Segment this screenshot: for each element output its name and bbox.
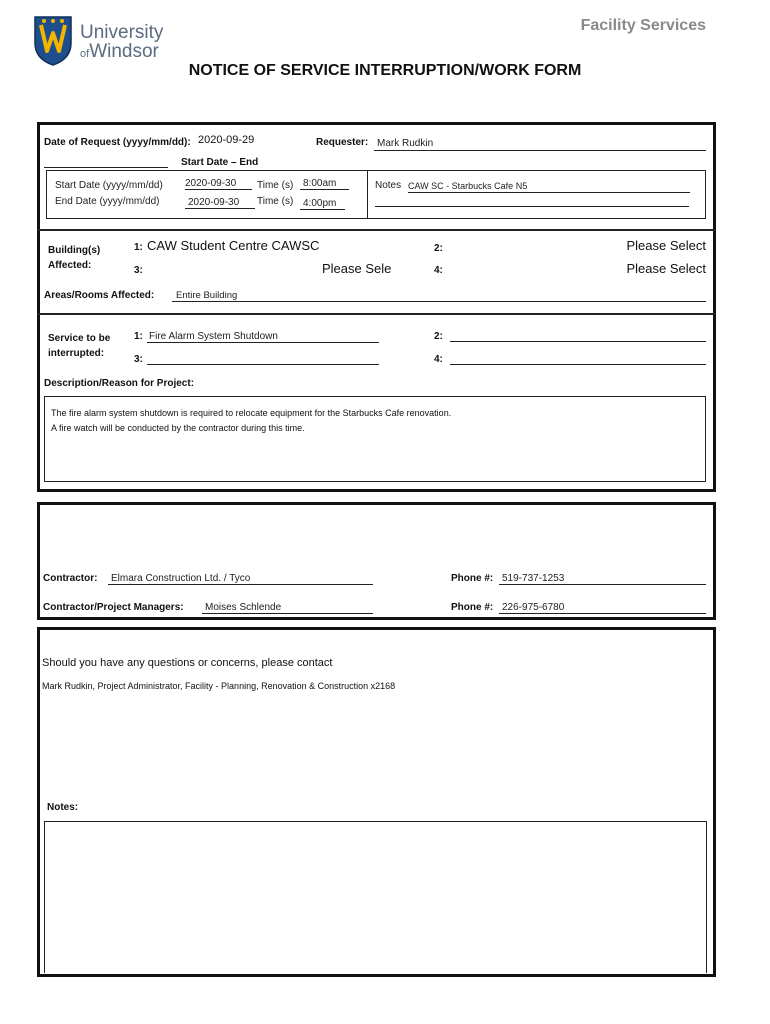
end-date-field[interactable]: 2020-09-30 xyxy=(185,197,255,209)
notes-line xyxy=(375,206,689,207)
service-label-line1: Service to be xyxy=(48,333,111,344)
building-4-number: 4: xyxy=(434,265,443,276)
requester-value: Mark Rudkin xyxy=(377,138,434,149)
contractor-phone-value: 519-737-1253 xyxy=(502,573,565,584)
buildings-label-line1: Building(s) xyxy=(48,245,101,256)
notes-section-label: Notes: xyxy=(47,802,79,813)
pm-phone-value: 226-975-6780 xyxy=(502,602,565,613)
logo-of-text: of xyxy=(80,48,90,60)
building-1-number: 1: xyxy=(134,242,143,253)
service-label-line2: interrupted: xyxy=(48,348,105,359)
notes-field[interactable]: CAW SC - Starbucks Cafe N5 xyxy=(408,181,690,193)
page-title: NOTICE OF SERVICE INTERRUPTION/WORK FORM xyxy=(188,62,582,79)
contractor-value: Elmara Construction Ltd. / Tyco xyxy=(111,573,251,584)
description-line-1: The fire alarm system shutdown is required to relocate equipment for the Starbucks Cafe renovation. xyxy=(51,408,452,418)
building-3-number: 3: xyxy=(134,265,143,276)
building-2-number: 2: xyxy=(434,243,443,254)
service-1-number: 1: xyxy=(134,331,143,342)
end-time-field[interactable]: 4:00pm xyxy=(300,198,345,210)
date-of-request-field[interactable]: 2020-09-29 xyxy=(198,134,255,146)
description-line-2: A fire watch will be conducted by the contractor during this time. xyxy=(51,423,305,433)
requester-label: Requester: xyxy=(316,137,369,148)
university-logo xyxy=(33,13,173,69)
start-end-heading: Start Date – End xyxy=(181,157,259,168)
areas-field[interactable] xyxy=(172,290,706,302)
service-2-field[interactable] xyxy=(450,341,706,342)
contractor-phone-label: Phone #: xyxy=(451,573,494,584)
service-label xyxy=(48,331,110,361)
notes-label: Notes xyxy=(375,180,402,191)
divider xyxy=(44,167,168,168)
description-label: Description/Reason for Project: xyxy=(44,378,195,389)
logo-windsor-text: Windsor xyxy=(89,41,159,62)
building-1-select[interactable]: CAW Student Centre CAWSC xyxy=(147,238,320,253)
divider xyxy=(37,229,716,231)
service-3-number: 3: xyxy=(134,354,143,365)
divider xyxy=(367,171,368,218)
department-name: Facility Services xyxy=(580,17,706,34)
start-time-label: Time (s) xyxy=(257,180,294,191)
service-1-value: Fire Alarm System Shutdown xyxy=(149,331,278,342)
end-time-label: Time (s) xyxy=(257,196,294,207)
service-4-field[interactable] xyxy=(450,364,706,365)
shield-icon xyxy=(33,13,73,67)
areas-label: Areas/Rooms Affected: xyxy=(44,290,155,301)
requester-field[interactable] xyxy=(374,138,706,151)
service-2-number: 2: xyxy=(434,331,443,342)
project-managers-label: Contractor/Project Managers: xyxy=(43,602,184,613)
logo-university-text: University xyxy=(80,22,164,43)
buildings-label xyxy=(48,243,100,273)
building-3-select[interactable]: Please Sele xyxy=(322,261,392,276)
dates-box xyxy=(46,170,706,219)
contact-person: Mark Rudkin, Project Administrator, Facility - Planning, Renovation & Construction x2168 xyxy=(42,681,396,691)
contractor-field[interactable] xyxy=(108,573,373,585)
project-managers-value: Moises Schlende xyxy=(205,602,282,613)
start-date-field[interactable]: 2020-09-30 xyxy=(185,178,252,190)
description-field[interactable] xyxy=(44,396,706,482)
pm-phone-label: Phone #: xyxy=(451,602,494,613)
start-date-label: Start Date (yyyy/mm/dd) xyxy=(55,180,163,191)
areas-value: Entire Building xyxy=(176,290,238,301)
contractor-phone-field[interactable] xyxy=(499,573,706,585)
service-4-number: 4: xyxy=(434,354,443,365)
building-2-select[interactable]: Please Select xyxy=(626,238,706,253)
contractor-label: Contractor: xyxy=(43,573,98,584)
date-of-request-label: Date of Request (yyyy/mm/dd): xyxy=(44,137,191,148)
divider xyxy=(37,313,716,315)
notes-textarea[interactable] xyxy=(44,821,707,973)
building-4-select[interactable]: Please Select xyxy=(626,261,706,276)
buildings-label-line2: Affected: xyxy=(48,260,92,271)
start-time-field[interactable]: 8:00am xyxy=(300,178,349,190)
project-managers-field[interactable] xyxy=(202,602,373,614)
end-date-label: End Date (yyyy/mm/dd) xyxy=(55,196,160,207)
pm-phone-field[interactable] xyxy=(499,602,706,614)
contact-intro: Should you have any questions or concerns, please contact xyxy=(42,657,333,669)
service-1-field[interactable] xyxy=(147,331,379,343)
service-3-field[interactable] xyxy=(147,364,379,365)
